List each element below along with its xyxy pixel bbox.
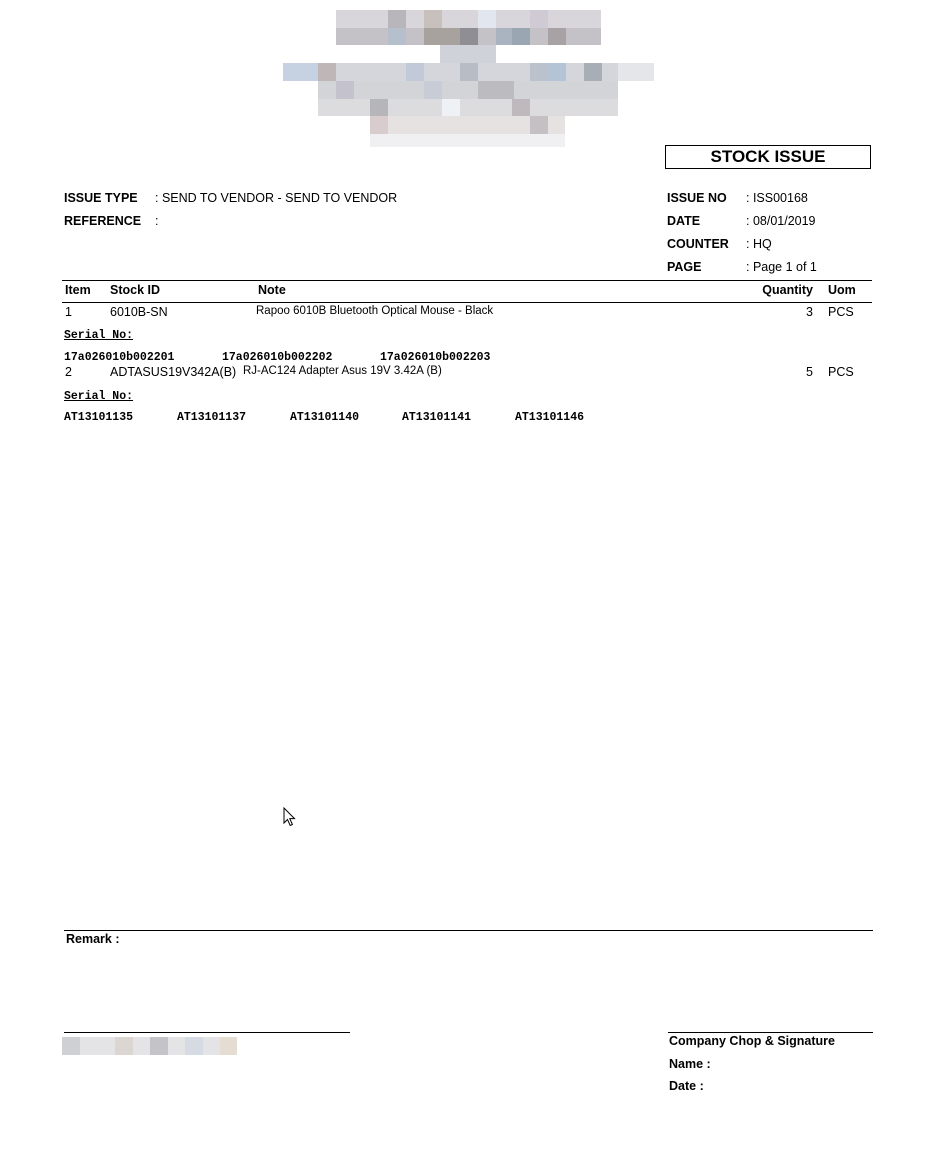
page-label: PAGE [667,260,702,274]
row-quantity: 5 [806,365,813,379]
date-value: : 08/01/2019 [746,214,816,228]
reference-value: : [155,214,159,228]
counter-label: COUNTER [667,237,729,251]
company-signature-rule [64,1032,350,1033]
mouse-cursor-icon [283,807,297,827]
counter-value: : HQ [746,237,772,251]
issue-no-label: ISSUE NO [667,191,727,205]
serial-number: AT13101140 [290,411,360,424]
table-top-rule [62,280,872,281]
row-note: Rapoo 6010B Bluetooth Optical Mouse - Black [256,305,494,317]
column-header-stock-id: Stock ID [110,283,161,297]
document-title: STOCK ISSUE [665,145,871,169]
row-stock-id: ADTASUS19V342A(B) [110,365,237,379]
column-header-item: Item [65,283,91,297]
issue-type-label: ISSUE TYPE [64,191,138,205]
remark-label: Remark : [66,932,120,946]
serial-no-label: Serial No: [64,390,134,403]
column-header-uom: Uom [828,283,856,297]
row-note: RJ-AC124 Adapter Asus 19V 3.42A (B) [243,365,442,377]
serial-no-label: Serial No: [64,329,134,342]
issue-no-value: : ISS00168 [746,191,808,205]
column-header-quantity: Quantity [762,283,813,297]
company-chop-label: Company Chop & Signature [669,1034,835,1048]
row-uom: PCS [828,365,854,379]
row-item: 2 [65,365,72,379]
date-label: DATE [667,214,701,228]
serial-number: AT13101146 [515,411,585,424]
column-header-note: Note [258,283,286,297]
remark-rule [64,930,873,931]
reference-label: REFERENCE [64,214,142,228]
serial-number: 17a026010b002201 [64,351,175,364]
serial-number: 17a026010b002203 [380,351,491,364]
signature-date-label: Date : [669,1079,704,1093]
serial-number: AT13101137 [177,411,247,424]
row-item: 1 [65,305,72,319]
row-quantity: 3 [806,305,813,319]
serial-number: AT13101141 [402,411,472,424]
issue-type-value: : SEND TO VENDOR - SEND TO VENDOR [155,191,398,205]
chop-signature-rule [668,1032,873,1033]
row-uom: PCS [828,305,854,319]
serial-number: 17a026010b002202 [222,351,333,364]
table-header-rule [62,302,872,303]
name-label: Name : [669,1057,711,1071]
row-stock-id: 6010B-SN [110,305,168,319]
serial-number: AT13101135 [64,411,134,424]
page-value: : Page 1 of 1 [746,260,817,274]
